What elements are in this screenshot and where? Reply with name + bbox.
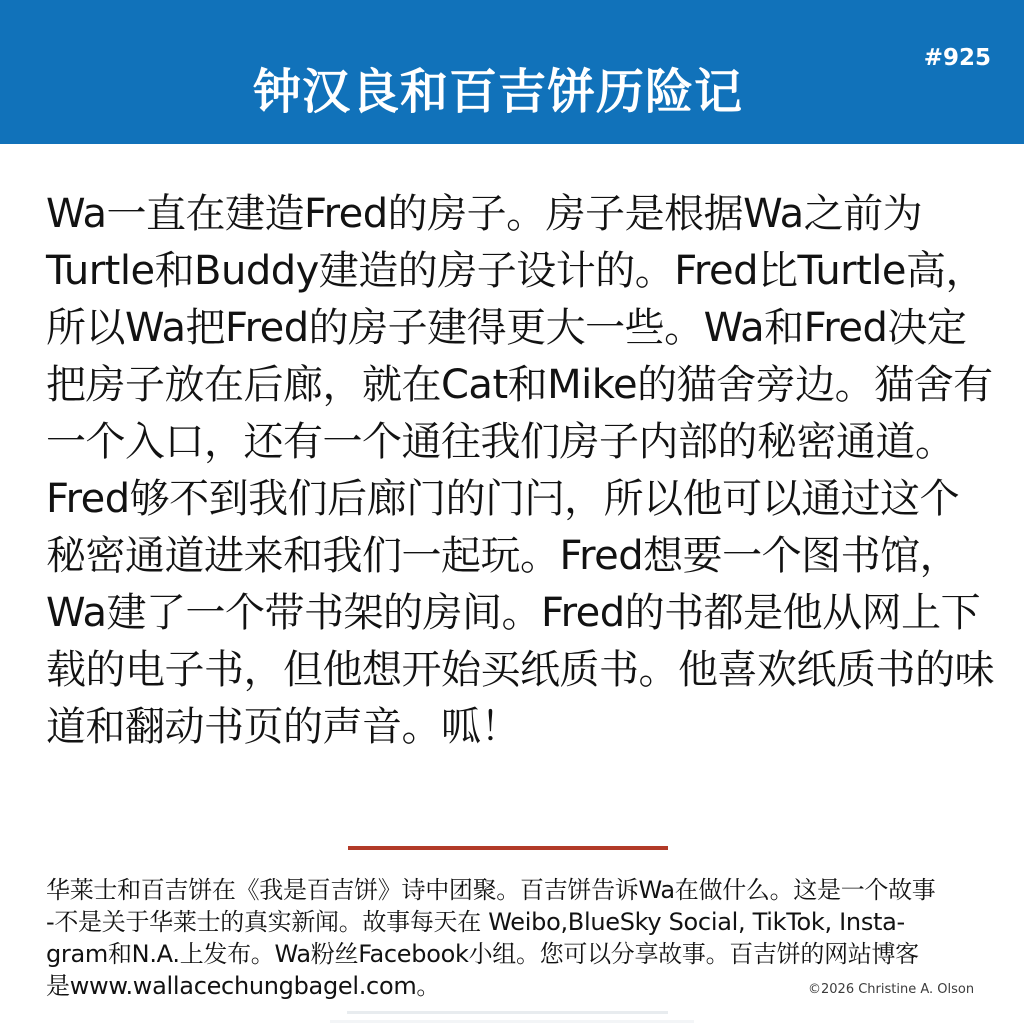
story-line: 一个入口，还有一个通往我们房子内部的秘密通道。 <box>46 419 955 465</box>
story-line: 秘密通道进来和我们一起玩。Fred想要一个图书馆， <box>46 533 960 579</box>
footer-line: 是www.wallacechungbagel.com。 <box>46 972 441 1000</box>
issue-number-badge: #925 <box>923 45 991 71</box>
story-line: Turtle和Buddy建造的房子设计的。Fred比Turtle高， <box>46 248 986 294</box>
story-line: 道和翻动书页的声音。呱！ <box>46 704 520 750</box>
footer-line: -不是关于华莱士的真实新闻。故事每天在 Weibo,BlueSky Social, TikTok, Insta- <box>46 908 905 936</box>
story-line: 所以Wa把Fred的房子建得更大一些。Wa和Fred决定 <box>46 305 967 351</box>
bottom-card-edge-faint <box>330 1020 694 1023</box>
story-line: Wa建了一个带书架的房间。Fred的书都是他从网上下 <box>46 590 981 636</box>
story-line: 把房子放在后廊，就在Cat和Mike的猫舍旁边。猫舍有 <box>46 362 993 408</box>
section-divider <box>348 846 668 850</box>
footer-line: gram和N.A.上发布。Wa粉丝Facebook小组。您可以分享故事。百吉饼的网站博客 <box>46 940 919 968</box>
bottom-card-edge <box>347 1011 668 1014</box>
page-title: 钟汉良和百吉饼历险记 <box>252 64 743 120</box>
header-banner <box>0 0 1024 144</box>
story-line: Fred够不到我们后廊门的门闩，所以他可以通过这个 <box>46 476 960 522</box>
copyright-text: ©2026 Christine A. Olson <box>808 982 975 997</box>
footer-line: 华莱士和百吉饼在《我是百吉饼》诗中团聚。百吉饼告诉Wa在做什么。这是一个故事 <box>46 876 936 904</box>
story-text <box>46 186 994 756</box>
story-line: Wa一直在建造Fred的房子。房子是根据Wa之前为 <box>46 191 923 237</box>
story-line: 载的电子书，但他想开始买纸质书。他喜欢纸质书的味 <box>46 647 994 693</box>
